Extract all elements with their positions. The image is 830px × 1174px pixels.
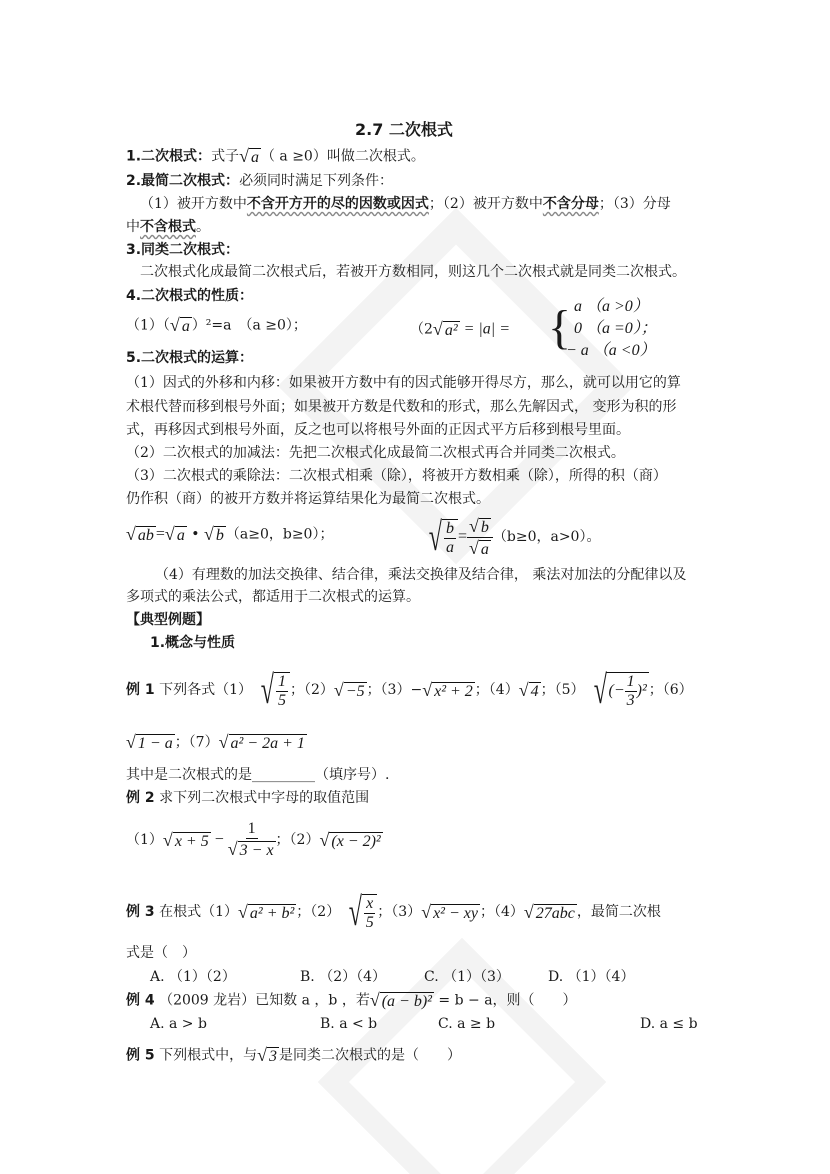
example-1-cont: √ 1 − a ；（7） √ a² − 2a + 1	[126, 732, 305, 752]
section-2-conditions-cont: 中不含根式。	[126, 219, 210, 235]
section-heading: 2.最简二次根式：	[126, 173, 240, 189]
property-1: （1）（ √ a ）²=a （a ≥0）；	[126, 315, 307, 335]
examples-heading: 【典型例题】	[126, 612, 210, 628]
sqrt-expr: √ a	[239, 146, 259, 166]
paragraph: （2）二次根式的加减法：先把二次根式化成最简二次根式再合并同类二次根式。	[126, 445, 625, 461]
paragraph: 式，再移因式到根号外面，反之也可以将根号外面的正因式平方后移到根号里面。	[126, 422, 630, 438]
paragraph: （1）因式的外移和内移：如果被开方数中有的因式能够开得尽方，那么，就可以用它的算	[126, 375, 681, 391]
example-2-formulas: （1） √ x + 5 − 1 √ 3 − x ；（2） √ (x − 2)²	[126, 820, 381, 859]
case: − a （a <0）	[566, 342, 656, 359]
example-5: 例 5 下列根式中，与 √ 3 是同类二次根式的是（ ）	[126, 1045, 461, 1065]
text: 必须同时满足下列条件：	[239, 173, 394, 189]
emphasis: 不含分母	[542, 196, 599, 212]
emphasis: 不含开方开的尽的因数或因式	[246, 196, 429, 212]
paragraph: （3）二次根式的乘除法：二次根式相乘（除），将被开方数相乘（除），所得的积（商）	[126, 468, 667, 484]
quotient-rule: √ $\frac{b}{a}$ = √ b √ a （b≥0，a>0）。	[428, 514, 601, 559]
paragraph: 仍作积（商）的被开方数并将运算结果化为最简二次根式。	[126, 491, 490, 507]
option-d: D. （1）（4）	[548, 969, 635, 985]
brace: {	[548, 301, 572, 354]
example-4: 例 4 （2009 龙岩）已知数 a ，b ，若 √ (a − b)² = b − a，则（ ）	[126, 990, 577, 1010]
section-heading: 1.二次根式：	[126, 148, 212, 165]
subsection-heading: 1.概念与性质	[150, 635, 236, 651]
section-heading: 4.二次根式的性质：	[126, 288, 254, 304]
option-d: D. a ≤ b	[640, 1016, 698, 1032]
emphasis: 不含根式	[140, 219, 196, 235]
paragraph: 多项式的乘法公式，都适用于二次根式的运算。	[126, 589, 420, 605]
section-2	[126, 171, 393, 191]
case: a （a >0）	[574, 298, 649, 315]
paragraph: 二次根式化成最简二次根式后，若被开方数相同，则这几个二次根式就是同类二次根式。	[140, 264, 686, 280]
option-b: B. a < b	[320, 1016, 378, 1032]
paragraph: 术根代替而移到根号外面；如果被开方数是代数和的形式，那么先解因式， 变形为积的形	[126, 399, 677, 415]
question-text: 式是（ ）	[126, 945, 196, 961]
text: （ a ≥0）叫做二次根式。	[260, 148, 425, 165]
option-a: A. a > b	[150, 1016, 207, 1032]
section-heading: 3.同类二次根式：	[126, 242, 240, 258]
example-3: 例 3 在根式（1） √ a² + b² ；（2） √ $\frac{x}{5}$ ；（3） √ x² − xy ；（4） √ 27abc ，最简二次根	[126, 889, 661, 934]
section-2-conditions: （1）被开方数中不含开方开的尽的因数或因式；（2）被开方数中不含分母；（3）分母	[140, 196, 671, 212]
section-heading: 5.二次根式的运算：	[126, 350, 254, 366]
section-1	[126, 146, 425, 167]
example-2: 例 2 求下列二次根式中字母的取值范围	[126, 790, 370, 806]
property-2: （2 √ a² = |a| =	[410, 319, 510, 339]
text: 式子	[211, 148, 240, 165]
page-title: 2.7 二次根式	[355, 120, 453, 139]
example-1: 例 1 下列各式（1） √ $\frac{1}{5}$ ；（2） √ −5 ；（3）− √ x² + 2 ；（4） √ 4 ；（5） √ (− $\frac{1}{3}$ )² ；（6）	[126, 667, 693, 712]
option-a: A. （1）（2）	[150, 969, 236, 985]
question-text: 其中是二次根式的是_________（填序号）.	[126, 767, 390, 783]
option-b: B. （2）（4）	[300, 969, 387, 985]
case: 0 （a =0）；	[574, 320, 657, 337]
paragraph: （4）有理数的加法交换律、结合律，乘法交换律及结合律， 乘法对加法的分配律以及	[155, 567, 687, 583]
option-c: C. （1）（3）	[424, 969, 510, 985]
product-rule: √ ab = √ a • √ b （a≥0，b≥0）；	[126, 524, 334, 544]
option-c: C. a ≥ b	[438, 1016, 496, 1032]
